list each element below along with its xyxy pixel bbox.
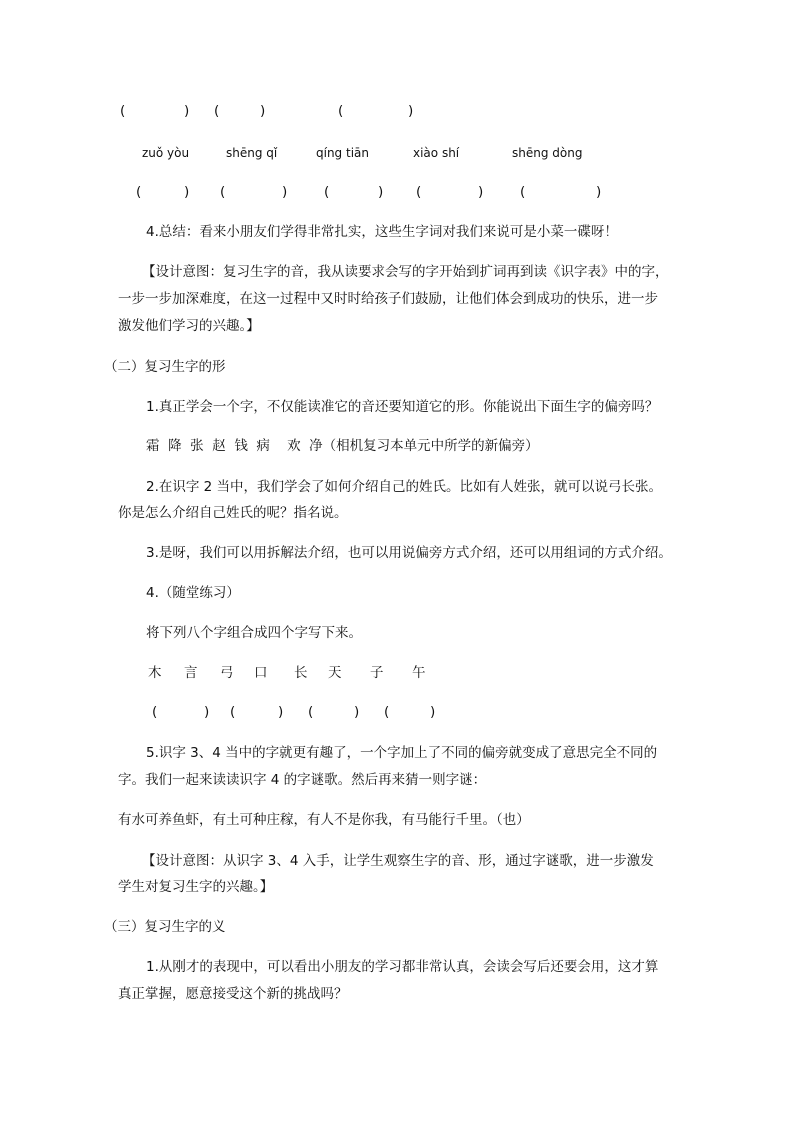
exercise-instruction: 将下列八个字组合成四个字写下来。 — [146, 625, 362, 641]
exercise-character: 午 — [412, 665, 426, 681]
answer-blank-close: ) — [596, 184, 602, 200]
answer-blank-close: ) — [260, 103, 266, 119]
exercise-character: 长 — [294, 665, 308, 681]
design-intent-line: 【设计意图：复习生字的音，我从读要求会写的字开始到扩词再到读《识字表》中的字， — [142, 264, 669, 280]
answer-blank[interactable]: ( — [308, 704, 314, 720]
pinyin-word: zuǒ yòu — [142, 146, 190, 160]
answer-blank[interactable]: ( — [136, 184, 142, 200]
exercise-character: 木 — [148, 665, 162, 681]
riddle-text: 有水可养鱼虾，有土可种庄稼，有人不是你我，有马能行千里。（也） — [118, 812, 530, 828]
answer-blank[interactable]: ( — [120, 103, 126, 119]
design-intent-line: 一步一步加深难度，在这一过程中又时时给孩子们鼓励，让他们体会到成功的快乐，进一步 — [118, 291, 658, 307]
answer-blank[interactable]: ( — [416, 184, 422, 200]
section-heading: （三）复习生字的义 — [104, 919, 226, 935]
answer-blank-close: ) — [478, 184, 484, 200]
answer-blank[interactable]: ( — [214, 103, 220, 119]
exercise-character: 弓 — [220, 665, 234, 681]
answer-blank-close: ) — [354, 704, 360, 720]
paragraph: 2.在识字 2 当中，我们学会了如何介绍自己的姓氏。比如有人姓张，就可以说弓长张。 — [146, 479, 663, 495]
paragraph: 1.从刚才的表现中，可以看出小朋友的学习都非常认真，会读会写后还要会用，这才算 — [146, 959, 659, 975]
exercise-character: 言 — [184, 665, 198, 681]
paragraph: 3.是呀，我们可以用拆解法介绍，也可以用说偏旁方式介绍，还可以用组词的方式介绍。 — [146, 545, 672, 561]
radical-characters: 霜 降 张 赵 钱 病 欢 净（相机复习本单元中所学的新偏旁） — [146, 438, 539, 454]
paragraph: 5.识字 3、4 当中的字就更有趣了，一个字加上了不同的偏旁就变成了意思完全不同的 — [146, 745, 658, 761]
answer-blank-close: ) — [430, 704, 436, 720]
exercise-label: 4.（随堂练习） — [146, 585, 240, 601]
pinyin-word: shēng qǐ — [226, 146, 278, 160]
design-intent-line: 学生对复习生字的兴趣。】 — [118, 879, 274, 895]
paragraph: 字。我们一起来读读识字 4 的字谜歌。然后再来猜一则字谜： — [118, 772, 487, 788]
pinyin-word: qíng tiān — [316, 146, 369, 160]
answer-blank[interactable]: ( — [384, 704, 390, 720]
answer-blank-close: ) — [282, 184, 288, 200]
design-intent-line: 【设计意图：从识字 3、4 入手，让学生观察生字的音、形，通过字谜歌，进一步激发 — [142, 853, 654, 869]
pinyin-word: xiào shí — [413, 146, 460, 160]
pinyin-word: shēng dòng — [512, 146, 583, 160]
answer-blank[interactable]: ( — [230, 704, 236, 720]
paragraph: 1.真正学会一个字，不仅能读准它的音还要知道它的形。你能说出下面生字的偏旁吗？ — [146, 399, 659, 415]
section-heading: （二）复习生字的形 — [104, 359, 226, 375]
answer-blank-close: ) — [204, 704, 210, 720]
paragraph: 你是怎么介绍自己姓氏的呢？指名说。 — [118, 505, 348, 521]
answer-blank-close: ) — [184, 184, 190, 200]
exercise-character: 口 — [254, 665, 268, 681]
answer-blank-close: ) — [278, 704, 284, 720]
design-intent-line: 激发他们学习的兴趣。】 — [118, 318, 260, 334]
answer-blank[interactable]: ( — [220, 184, 226, 200]
answer-blank[interactable]: ( — [324, 184, 330, 200]
paragraph: 真正掌握，愿意接受这个新的挑战吗？ — [118, 986, 348, 1002]
answer-blank[interactable]: ( — [338, 103, 344, 119]
answer-blank-close: ) — [408, 103, 414, 119]
summary-text: 4.总结：看来小朋友们学得非常扎实，这些生字词对我们来说可是小菜一碟呀！ — [146, 224, 618, 240]
exercise-character: 天 — [328, 665, 342, 681]
answer-blank-close: ) — [378, 184, 384, 200]
answer-blank[interactable]: ( — [152, 704, 158, 720]
answer-blank[interactable]: ( — [520, 184, 526, 200]
answer-blank-close: ) — [184, 103, 190, 119]
exercise-character: 子 — [370, 665, 384, 681]
